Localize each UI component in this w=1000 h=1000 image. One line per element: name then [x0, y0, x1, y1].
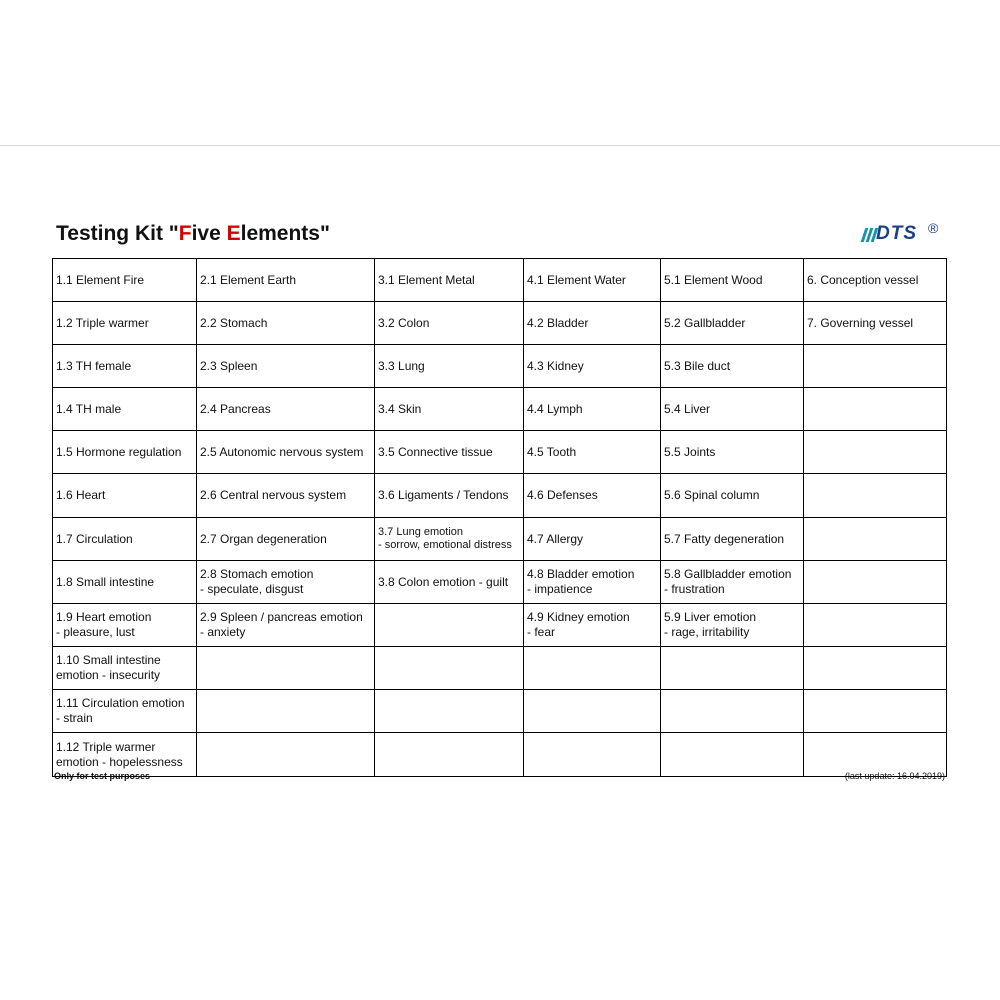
cell-line: 6. Conception vessel: [807, 272, 919, 287]
cell-line: 1.11 Circulation emotion: [56, 696, 185, 710]
cell-line: 1.1 Element Fire: [56, 272, 145, 287]
table-cell: [661, 474, 804, 518]
table-cell: [804, 259, 947, 302]
last-update: (last update: 16.04.2019): [844, 771, 945, 781]
table-cell: [53, 345, 197, 388]
table-cell: [53, 259, 197, 302]
table-cell: [375, 518, 524, 561]
cell-line: - frustration: [664, 582, 725, 596]
cell-line: - fear: [527, 625, 556, 639]
table-cell: [661, 302, 804, 345]
cell-line: 3.4 Skin: [378, 401, 422, 416]
table-cell: [197, 647, 375, 690]
table-cell: [804, 733, 947, 777]
table-cell: [375, 388, 524, 431]
table-row: [53, 604, 947, 647]
cell-line: 2.6 Central nervous system: [200, 488, 347, 502]
cell-line: 1.12 Triple warmer: [56, 739, 156, 754]
cell-line: 5.1 Element Wood: [664, 272, 763, 287]
table-cell: [375, 345, 524, 388]
cell-line: 2.5 Autonomic nervous system: [200, 444, 364, 459]
table-cell: [53, 647, 197, 690]
cell-line: 5.3 Bile duct: [664, 358, 731, 373]
cell-line: 1.8 Small intestine: [56, 574, 155, 589]
table-cell: [197, 302, 375, 345]
cell-line: - impatience: [527, 582, 593, 596]
cell-line: 5.9 Liver emotion: [664, 610, 757, 624]
table-cell: [524, 302, 661, 345]
table-cell: [197, 561, 375, 604]
table-cell: [53, 690, 197, 733]
table-cell: [197, 690, 375, 733]
table-cell: [661, 345, 804, 388]
title-part: Testing Kit ": [56, 222, 179, 245]
cell-line: - strain: [56, 711, 93, 725]
table-cell: [375, 733, 524, 777]
table-cell: [661, 259, 804, 302]
table-cell: [53, 733, 197, 777]
cell-line: 2.2 Stomach: [200, 315, 268, 330]
table-cell: [53, 302, 197, 345]
cell-line: 3.2 Colon: [378, 315, 430, 330]
table-row: [53, 474, 947, 518]
table-cell: [804, 690, 947, 733]
table-cell: [197, 518, 375, 561]
cell-line: 1.6 Heart: [56, 488, 106, 502]
cell-line: 3.3 Lung: [378, 358, 425, 373]
cell-line: 4.6 Defenses: [527, 488, 598, 502]
table-cell: [804, 561, 947, 604]
table-cell: [661, 690, 804, 733]
table-cell: [53, 431, 197, 474]
cell-line: 4.4 Lymph: [527, 401, 583, 416]
table-cell: [375, 302, 524, 345]
cell-line: 1.7 Circulation: [56, 531, 133, 546]
table-cell: [524, 345, 661, 388]
table-cell: [53, 474, 197, 518]
cell-line: 1.4 TH male: [56, 401, 122, 416]
table-row: [53, 647, 947, 690]
table-cell: [661, 647, 804, 690]
table-row: [53, 302, 947, 345]
cell-line: 3.6 Ligaments / Tendons: [378, 488, 509, 502]
cell-line: 1.9 Heart emotion: [56, 610, 152, 624]
cell-line: 4.7 Allergy: [527, 531, 584, 546]
table-cell: [53, 561, 197, 604]
logo-word: DTS: [876, 223, 917, 244]
cell-line: 3.7 Lung emotion: [378, 526, 464, 538]
page-title: [56, 222, 330, 246]
cell-line: 2.9 Spleen / pancreas emotion: [200, 610, 363, 624]
cell-line: 7. Governing vessel: [807, 315, 914, 330]
cell-line: 3.5 Connective tissue: [378, 444, 493, 459]
dts-logo: [862, 220, 946, 248]
cell-line: 2.8 Stomach emotion: [200, 567, 314, 581]
table-cell: [375, 474, 524, 518]
table-row: [53, 561, 947, 604]
cell-line: - sorrow, emotional distress: [378, 539, 512, 551]
cell-line: 5.6 Spinal column: [664, 488, 760, 502]
table-cell: [524, 604, 661, 647]
table-cell: [804, 431, 947, 474]
table-row: [53, 345, 947, 388]
table-cell: [197, 431, 375, 474]
cell-line: 5.5 Joints: [664, 444, 716, 459]
table-cell: [804, 302, 947, 345]
table-cell: [53, 604, 197, 647]
table-cell: [197, 604, 375, 647]
cell-line: 1.5 Hormone regulation: [56, 444, 182, 459]
cell-line: - speculate, disgust: [200, 582, 304, 596]
cell-line: 4.2 Bladder: [527, 315, 589, 330]
table-cell: [53, 388, 197, 431]
elements-table: [52, 258, 947, 777]
table-cell: [375, 647, 524, 690]
table-cell: [804, 474, 947, 518]
cell-line: 2.3 Spleen: [200, 358, 258, 373]
table-cell: [804, 604, 947, 647]
table-cell: [197, 388, 375, 431]
top-divider-line: [0, 145, 1000, 146]
table-row: [53, 259, 947, 302]
elements-table-body: [53, 259, 947, 777]
cell-line: 1.10 Small intestine: [56, 653, 161, 667]
table-cell: [804, 345, 947, 388]
cell-line: 2.7 Organ degeneration: [200, 531, 327, 546]
cell-line: 5.7 Fatty degeneration: [664, 531, 785, 546]
logo-bars-icon: [862, 228, 876, 242]
cell-line: 5.2 Gallbladder: [664, 315, 746, 330]
registered-mark: ®: [928, 220, 939, 236]
cell-line: 5.8 Gallbladder emotion: [664, 567, 792, 581]
cell-line: 2.4 Pancreas: [200, 401, 271, 416]
table-cell: [53, 518, 197, 561]
cell-line: - rage, irritability: [664, 625, 750, 639]
table-cell: [661, 604, 804, 647]
cell-line: 1.3 TH female: [56, 358, 132, 373]
table-cell: [661, 518, 804, 561]
table-row: [53, 518, 947, 561]
cell-line: 3.1 Element Metal: [378, 272, 475, 287]
cell-line: 4.8 Bladder emotion: [527, 567, 635, 581]
table-cell: [197, 345, 375, 388]
cell-line: 4.1 Element Water: [527, 272, 626, 287]
table-cell: [375, 561, 524, 604]
table-cell: [375, 431, 524, 474]
table-cell: [524, 431, 661, 474]
table-cell: [661, 388, 804, 431]
table-cell: [524, 474, 661, 518]
cell-line: 4.3 Kidney: [527, 358, 584, 373]
cell-line: emotion - insecurity: [56, 668, 161, 682]
table-cell: [375, 690, 524, 733]
table-cell: [197, 259, 375, 302]
cell-line: 3.8 Colon emotion - guilt: [378, 574, 509, 589]
cell-line: 2.1 Element Earth: [200, 272, 297, 287]
title-part: lements": [240, 222, 330, 245]
table-cell: [661, 561, 804, 604]
cell-line: 1.2 Triple warmer: [56, 315, 149, 330]
table-row: [53, 388, 947, 431]
table-cell: [804, 388, 947, 431]
table-cell: [524, 388, 661, 431]
title-part: ive: [191, 222, 227, 245]
cell-line: 4.9 Kidney emotion: [527, 610, 630, 624]
table-row: [53, 690, 947, 733]
table-cell: [197, 474, 375, 518]
table-cell: [524, 259, 661, 302]
table-cell: [197, 733, 375, 777]
cell-line: - pleasure, lust: [56, 625, 135, 639]
table-cell: [661, 733, 804, 777]
table-cell: [375, 604, 524, 647]
table-cell: [661, 431, 804, 474]
cell-line: - anxiety: [200, 625, 246, 639]
table-cell: [524, 647, 661, 690]
footer-note: Only for test purposes: [54, 771, 151, 781]
table-cell: [524, 690, 661, 733]
table-cell: [524, 561, 661, 604]
title-accent-letter: E: [226, 222, 241, 245]
table-cell: [375, 259, 524, 302]
cell-line: 4.5 Tooth: [527, 444, 577, 459]
cell-line: emotion - hopelessness: [56, 754, 183, 769]
table-cell: [524, 518, 661, 561]
table-row: [53, 431, 947, 474]
title-accent-letter: F: [178, 222, 192, 245]
cell-line: 5.4 Liver: [664, 401, 711, 416]
table-cell: [804, 518, 947, 561]
table-row: [53, 733, 947, 777]
table-cell: [524, 733, 661, 777]
table-cell: [804, 647, 947, 690]
